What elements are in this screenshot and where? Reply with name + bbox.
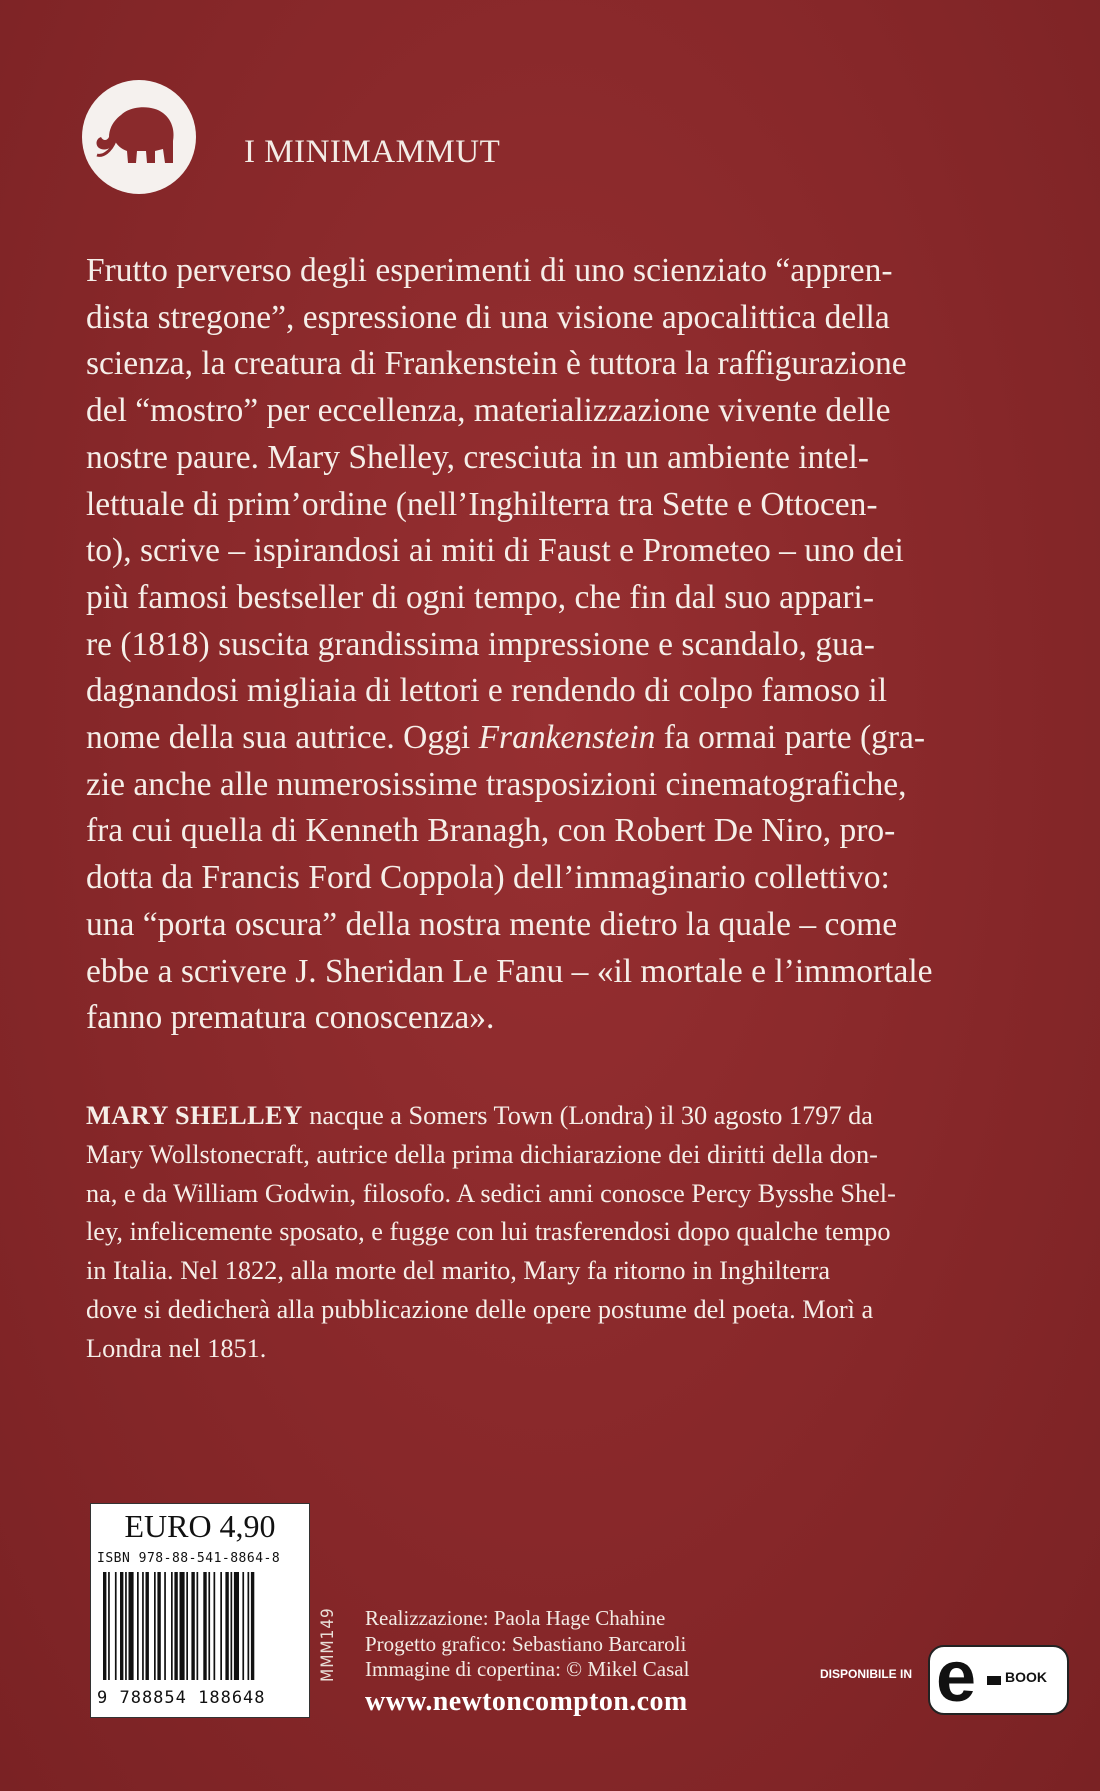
author-bio	[86, 1097, 1062, 1369]
ebook-e-icon: e	[936, 1637, 977, 1717]
book-title: Frankenstein	[478, 719, 656, 757]
blurb-line: lettuale di prim’ordine (nell’Inghilterra tra Sette e Ottocen-	[86, 485, 878, 523]
bio-line: Londra nel 1851.	[86, 1333, 267, 1363]
bio-line: dove si dedicherà alla pubblicazione delle opere postume del poeta. Morì a	[86, 1294, 874, 1324]
credit-line: Realizzazione: Paola Hage Chahine	[365, 1606, 666, 1630]
series-name: I MINIMAMMUT	[244, 134, 501, 170]
bio-line: ley, infelicemente sposato, e fugge con lui trasferendosi dopo qualche tempo	[86, 1217, 891, 1247]
blurb-line: zie anche alle numerosissime trasposizioni cinematografiche,	[86, 765, 907, 803]
ebook-badge	[928, 1637, 1069, 1717]
isbn-text: ISBN 978-88-541-8864-8	[97, 1551, 281, 1566]
bio-line: Mary Wollstonecraft, autrice della prima dichiarazione dei diritti della don-	[86, 1139, 878, 1169]
publisher-website[interactable]: www.newtoncompton.com	[365, 1686, 688, 1717]
blurb-line: dista stregone”, espressione di una visione apocalittica della	[86, 298, 890, 336]
blurb-line: fanno prematura conoscenza».	[86, 999, 495, 1037]
blurb-line: ebbe a scrivere J. Sheridan Le Fanu – «il mortale e l’immortale	[86, 952, 933, 990]
mammoth-icon	[91, 101, 187, 173]
ebook-dash	[987, 1676, 1001, 1685]
series-logo	[82, 80, 196, 194]
bio-line: in Italia. Nel 1822, alla morte del marito, Mary fa ritorno in Inghilterra	[86, 1256, 831, 1286]
credits-block	[365, 1606, 689, 1683]
blurb-line: fra cui quella di Kenneth Branagh, con Robert De Niro, pro-	[86, 812, 896, 850]
blurb-line: re (1818) suscita grandissima impressione e scandalo, gua-	[86, 625, 875, 663]
blurb-line: più famosi bestseller di ogni tempo, che fin dal suo appari-	[86, 578, 874, 616]
author-name: MARY SHELLEY	[86, 1101, 303, 1130]
blurb-segment: nome della sua autrice. Oggi	[86, 719, 479, 757]
blurb-line: nostre paure. Mary Shelley, cresciuta in un ambiente intel-	[86, 438, 869, 476]
price-label: EURO 4,90	[124, 1508, 276, 1544]
credit-line: Progetto grafico: Sebastiano Barcaroli	[365, 1631, 687, 1656]
blurb-line: Frutto perverso degli esperimenti di uno scienziato “appren-	[86, 252, 893, 289]
barcode-icon	[103, 1572, 299, 1680]
bio-line	[86, 1097, 1062, 1136]
barcode-number: 9 788854 188648	[97, 1688, 266, 1708]
blurb-line: una “porta oscura” della nostra mente dietro la quale – come	[86, 905, 898, 943]
blurb-line: dotta da Francis Ford Coppola) dell’immaginario collettivo:	[86, 859, 890, 897]
blurb-text	[86, 248, 1062, 1042]
blurb-line: to), scrive – ispirandosi ai miti di Faust e Prometeo – uno dei	[86, 532, 904, 570]
blurb-line: dagnandosi migliaia di lettori e rendendo di colpo famoso il	[86, 672, 888, 710]
bio-line: na, e da William Godwin, filosofo. A sedici anni conosce Percy Bysshe Shel-	[86, 1178, 896, 1208]
blurb-segment: fa ormai parte (gra-	[655, 719, 926, 757]
blurb-line	[86, 715, 1062, 762]
ebook-available-label: DISPONIBILE IN	[820, 1667, 913, 1681]
blurb-line: scienza, la creatura di Frankenstein è tuttora la raffigurazione	[86, 345, 907, 383]
ebook-word: BOOK	[1005, 1669, 1047, 1685]
blurb-line: del “mostro” per eccellenza, materializzazione vivente delle	[86, 392, 891, 430]
series-code: MMM149	[318, 1607, 338, 1682]
price-barcode-box	[90, 1503, 310, 1718]
credit-line: Immagine di copertina: © Mikel Casal	[365, 1657, 690, 1681]
bio-segment: nacque a Somers Town (Londra) il 30 agosto 1797 da	[302, 1101, 873, 1130]
